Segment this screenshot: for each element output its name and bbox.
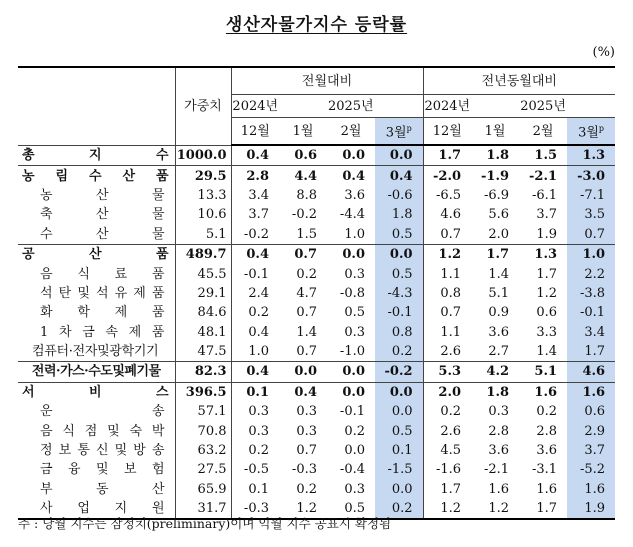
weight-cell: 63.2 — [175, 441, 231, 460]
row-label: 총 지 수 — [22, 147, 169, 163]
table-row — [18, 441, 615, 460]
yoy-value-cell: 1.8 — [471, 382, 519, 402]
mom-value-cell: 0.0 — [375, 402, 423, 421]
yoy-value-cell: 1.3 — [519, 244, 567, 264]
mom-value-cell: -1.0 — [339, 344, 365, 360]
mom-value-cell: 0.0 — [327, 382, 375, 402]
yoy-value-cell: 3.3 — [536, 324, 558, 340]
yoy-value-cell: 3.7 — [536, 207, 558, 223]
yoy-value-cell: -6.1 — [531, 187, 558, 203]
row-label: 금 융 및 보 험 — [40, 462, 165, 478]
table-row — [18, 402, 615, 421]
yoy-value-cell: 1.2 — [423, 499, 471, 519]
table-row — [18, 421, 615, 440]
row-label: 서 비 스 — [18, 382, 175, 402]
yoy-value-cell: -1.9 — [471, 166, 519, 186]
mom-value-cell: 0.0 — [344, 443, 365, 459]
yoy-value-cell: 5.1 — [488, 285, 510, 301]
yoy-value-cell: 3.6 — [488, 324, 510, 340]
weight-cell: 82.3 — [175, 362, 231, 382]
table-row — [18, 303, 615, 322]
mom-value-cell: 0.5 — [344, 305, 365, 321]
header-year-2025-mom: 2025년 — [279, 95, 423, 118]
row-label: 운 송 — [40, 404, 165, 420]
yoy-value-cell: 3.5 — [567, 205, 615, 224]
mom-value-cell: 0.3 — [344, 481, 365, 497]
mom-value-cell: 2.8 — [231, 166, 279, 186]
weight-cell: 48.1 — [175, 323, 231, 342]
yoy-value-cell: 1.4 — [536, 344, 558, 360]
mom-value-cell: 0.2 — [375, 342, 423, 362]
yoy-value-cell: -3.0 — [567, 166, 615, 186]
weight-cell: 29.1 — [175, 284, 231, 303]
mom-value-cell: 0.4 — [279, 382, 327, 402]
footnote: 주 : 당월 지수는 잠정치(preliminary)이며 익월 지수 공표시 확정됨 — [18, 516, 392, 531]
mom-value-cell: 0.0 — [279, 362, 327, 382]
mom-value-cell: 0.0 — [375, 145, 423, 166]
weight-cell: 1000.0 — [175, 145, 231, 166]
weight-cell: 70.8 — [175, 421, 231, 440]
mom-value-cell: -0.5 — [243, 462, 269, 478]
yoy-value-cell: 1.6 — [567, 480, 615, 499]
yoy-value-cell: -1.6 — [423, 460, 471, 479]
mom-value-cell: 0.0 — [327, 244, 375, 264]
yoy-value-cell: 1.9 — [536, 226, 558, 242]
yoy-value-cell: 0.7 — [423, 303, 471, 322]
header-month-prelim: 3월$^p$ — [567, 118, 615, 146]
row-label: 음 식 점 및 숙 박 — [40, 423, 165, 439]
mom-value-cell: 0.0 — [375, 480, 423, 499]
yoy-value-cell: -2.1 — [483, 462, 510, 478]
yoy-value-cell: 5.1 — [519, 362, 567, 382]
mom-value-cell: -0.6 — [375, 186, 423, 205]
mom-value-cell: 0.3 — [344, 324, 365, 340]
yoy-value-cell: 1.7 — [423, 480, 471, 499]
mom-value-cell: 0.5 — [375, 264, 423, 283]
mom-value-cell: 0.0 — [342, 148, 365, 164]
row-label: 농 림 수 산 품 — [18, 166, 175, 186]
mom-value-cell: 0.1 — [231, 382, 279, 402]
yoy-value-cell: -3.8 — [567, 284, 615, 303]
weight-cell: 84.6 — [175, 303, 231, 322]
yoy-value-cell: 0.9 — [488, 305, 510, 321]
yoy-value-cell: 1.7 — [519, 499, 567, 519]
header-year-2025-yoy: 2025년 — [471, 95, 615, 118]
yoy-value-cell: 2.8 — [536, 423, 558, 439]
yoy-value-cell: 1.6 — [536, 481, 558, 497]
table-row — [18, 244, 615, 264]
mom-value-cell: -4.4 — [339, 207, 365, 223]
mom-value-cell: 0.3 — [248, 423, 269, 439]
table-row — [18, 186, 615, 205]
mom-value-cell: 0.5 — [375, 225, 423, 245]
mom-value-cell: 2.4 — [248, 285, 269, 301]
weight-cell: 47.5 — [175, 342, 231, 362]
yoy-value-cell: 2.2 — [567, 264, 615, 283]
row-label: 석 탄 및 석 유 제 품 — [40, 285, 165, 301]
yoy-value-cell: 4.6 — [423, 205, 471, 224]
yoy-value-cell: 1.6 — [567, 382, 615, 402]
yoy-value-cell: 0.7 — [423, 225, 471, 245]
mom-value-cell: 0.7 — [296, 305, 317, 321]
yoy-value-cell: 0.6 — [536, 305, 558, 321]
mom-value-cell: 0.5 — [327, 499, 375, 519]
ppi-table — [18, 66, 615, 520]
row-label: 축 산 물 — [40, 207, 165, 223]
yoy-value-cell: 1.6 — [519, 382, 567, 402]
yoy-value-cell: 0.6 — [567, 402, 615, 421]
yoy-value-cell: 5.3 — [423, 362, 471, 382]
yoy-value-cell: 1.2 — [471, 499, 519, 519]
yoy-value-cell: -6.9 — [483, 187, 510, 203]
yoy-value-cell: 2.7 — [488, 344, 510, 360]
mom-value-cell: -0.3 — [231, 499, 279, 519]
row-label: 사 업 지 원 — [18, 499, 175, 519]
weight-cell: 13.3 — [175, 186, 231, 205]
yoy-value-cell: 5.6 — [488, 207, 510, 223]
yoy-value-cell: 2.6 — [423, 342, 471, 362]
row-label: 공 산 품 — [18, 244, 175, 264]
yoy-value-cell: 2.8 — [488, 423, 510, 439]
yoy-value-cell: 1.2 — [423, 244, 471, 264]
mom-value-cell: 0.7 — [279, 244, 327, 264]
yoy-value-cell: 2.6 — [423, 421, 471, 440]
yoy-value-cell: 0.7 — [567, 225, 615, 245]
table-row — [18, 382, 615, 402]
header-year-2024-yoy: 2024년 — [423, 95, 471, 118]
yoy-value-cell: 1.7 — [471, 244, 519, 264]
mom-value-cell: -0.3 — [291, 462, 317, 478]
yoy-value-cell: 2.0 — [488, 226, 510, 242]
weight-cell: 10.6 — [175, 205, 231, 224]
mom-value-cell: 1.8 — [375, 205, 423, 224]
yoy-value-cell: 2.9 — [567, 421, 615, 440]
mom-value-cell: 0.2 — [344, 423, 365, 439]
header-mom: 전월대비 — [231, 67, 423, 95]
row-label: 1 차 금 속 제 품 — [40, 324, 165, 340]
yoy-value-cell: 1.6 — [488, 481, 510, 497]
table-row — [18, 205, 615, 224]
yoy-value-cell: -7.1 — [567, 186, 615, 205]
yoy-value-cell: 0.8 — [423, 284, 471, 303]
yoy-value-cell: -6.5 — [423, 186, 471, 205]
yoy-value-cell: 0.2 — [536, 404, 558, 420]
weight-cell: 27.5 — [175, 460, 231, 479]
mom-value-cell: -0.2 — [375, 362, 423, 382]
mom-value-cell: 0.2 — [296, 266, 317, 282]
mom-value-cell: 0.7 — [296, 344, 317, 360]
mom-value-cell: 0.0 — [327, 362, 375, 382]
header-item-blank — [18, 67, 175, 145]
weight-cell: 45.5 — [175, 264, 231, 283]
yoy-value-cell: 1.1 — [423, 264, 471, 283]
table-row — [18, 460, 615, 479]
mom-value-cell: 0.6 — [294, 148, 317, 164]
header-month: 1월 — [471, 118, 519, 146]
mom-value-cell: 0.2 — [296, 481, 317, 497]
table-row — [18, 166, 615, 186]
header-weight: 가중치 — [175, 67, 231, 145]
mom-value-cell: 1.0 — [344, 226, 365, 242]
weight-cell: 29.5 — [175, 166, 231, 186]
yoy-value-cell: 1.2 — [536, 285, 558, 301]
header-month: 2월 — [327, 118, 375, 146]
header-month: 12월 — [423, 118, 471, 146]
yoy-value-cell: -2.0 — [423, 166, 471, 186]
yoy-value-cell: 4.5 — [423, 441, 471, 460]
yoy-value-cell: -3.1 — [531, 462, 558, 478]
mom-value-cell: -0.4 — [339, 462, 365, 478]
mom-value-cell: 0.4 — [375, 166, 423, 186]
mom-value-cell: 0.4 — [231, 244, 279, 264]
yoy-value-cell: 3.4 — [567, 323, 615, 342]
mom-value-cell: 0.2 — [248, 443, 269, 459]
yoy-value-cell: 0.2 — [423, 402, 471, 421]
yoy-value-cell: 4.6 — [567, 362, 615, 382]
yoy-value-cell: 1.3 — [567, 145, 615, 166]
unit-label: (%) — [592, 45, 615, 60]
table-row — [18, 480, 615, 499]
row-label: 음 식 료 품 — [40, 266, 165, 282]
header-month: 12월 — [231, 118, 279, 146]
mom-value-cell: 0.0 — [375, 244, 423, 264]
mom-value-cell: 3.7 — [248, 207, 269, 223]
weight-cell: 396.5 — [175, 382, 231, 402]
mom-value-cell: 0.3 — [248, 404, 269, 420]
mom-value-cell: 3.4 — [248, 187, 269, 203]
mom-value-cell: 0.5 — [375, 421, 423, 440]
weight-cell: 31.7 — [175, 499, 231, 519]
table-row — [18, 225, 615, 245]
mom-value-cell: -0.1 — [375, 303, 423, 322]
mom-value-cell: 1.0 — [248, 344, 269, 360]
weight-cell: 489.7 — [175, 244, 231, 264]
yoy-value-cell: 0.3 — [488, 404, 510, 420]
weight-cell: 57.1 — [175, 402, 231, 421]
yoy-value-cell: 1.7 — [423, 145, 471, 166]
row-label: 농 산 물 — [40, 187, 165, 203]
mom-value-cell: 1.5 — [296, 226, 317, 242]
row-label: 정 보 통 신 및 방 송 — [40, 443, 165, 459]
mom-value-cell: -4.3 — [375, 284, 423, 303]
yoy-value-cell: 1.7 — [536, 266, 558, 282]
row-label: 컴퓨터·전자및광학기기 — [32, 344, 159, 360]
header-month: 1월 — [279, 118, 327, 146]
weight-cell: 5.1 — [175, 225, 231, 245]
mom-value-cell: -0.2 — [243, 226, 269, 242]
yoy-value-cell: 1.9 — [567, 499, 615, 519]
table-row — [18, 145, 615, 166]
table-row — [18, 264, 615, 283]
document-title: 생산자물가지수 등락률 — [225, 15, 408, 35]
yoy-value-cell: 4.2 — [471, 362, 519, 382]
mom-value-cell: -0.1 — [339, 404, 365, 420]
mom-value-cell: 0.8 — [375, 323, 423, 342]
mom-value-cell: 0.2 — [375, 499, 423, 519]
table-row — [18, 323, 615, 342]
mom-value-cell: -1.5 — [375, 460, 423, 479]
header-yoy: 전년동월대비 — [423, 67, 615, 95]
yoy-value-cell: 2.0 — [423, 382, 471, 402]
mom-value-cell: 0.4 — [327, 166, 375, 186]
mom-value-cell: 0.2 — [248, 305, 269, 321]
mom-value-cell: -0.8 — [339, 285, 365, 301]
row-label: 수 산 물 — [40, 226, 165, 242]
weight-cell: 65.9 — [175, 480, 231, 499]
mom-value-cell: 0.1 — [375, 441, 423, 460]
mom-value-cell: 0.4 — [246, 148, 269, 164]
mom-value-cell: 0.3 — [296, 404, 317, 420]
mom-value-cell: -0.1 — [243, 266, 269, 282]
mom-value-cell: 1.2 — [279, 499, 327, 519]
mom-value-cell: 3.6 — [344, 187, 365, 203]
mom-value-cell: 4.4 — [279, 166, 327, 186]
header-month-prelim: 3월$^p$ — [375, 118, 423, 146]
mom-value-cell: 4.7 — [296, 285, 317, 301]
table-row — [18, 342, 615, 362]
row-label: 전력·가스·수도및폐기물 — [18, 362, 175, 382]
yoy-value-cell: 3.7 — [567, 441, 615, 460]
row-label: 화 학 제 품 — [40, 305, 165, 321]
mom-value-cell: 8.8 — [296, 187, 317, 203]
mom-value-cell: 0.1 — [248, 481, 269, 497]
table-row — [18, 284, 615, 303]
mom-value-cell: 0.0 — [375, 382, 423, 402]
mom-value-cell: 0.3 — [296, 423, 317, 439]
yoy-value-cell: -5.2 — [567, 460, 615, 479]
yoy-value-cell: 1.8 — [486, 148, 510, 164]
header-year-2024-mom: 2024년 — [231, 95, 279, 118]
table-row — [18, 362, 615, 382]
yoy-value-cell: 3.6 — [488, 443, 510, 459]
yoy-value-cell: -2.1 — [519, 166, 567, 186]
yoy-value-cell: -0.1 — [567, 303, 615, 322]
yoy-value-cell: 3.6 — [536, 443, 558, 459]
yoy-value-cell: 1.0 — [567, 244, 615, 264]
yoy-value-cell: 1.1 — [423, 323, 471, 342]
yoy-value-cell: 1.5 — [534, 148, 558, 164]
header-month: 2월 — [519, 118, 567, 146]
mom-value-cell: 0.3 — [344, 266, 365, 282]
mom-value-cell: 0.4 — [248, 324, 269, 340]
mom-value-cell: 0.4 — [231, 362, 279, 382]
mom-value-cell: 0.7 — [296, 443, 317, 459]
mom-value-cell: 1.4 — [296, 324, 317, 340]
mom-value-cell: -0.2 — [291, 207, 317, 223]
yoy-value-cell: 1.7 — [567, 342, 615, 362]
yoy-value-cell: 1.4 — [488, 266, 510, 282]
row-label: 부 동 산 — [40, 481, 165, 497]
